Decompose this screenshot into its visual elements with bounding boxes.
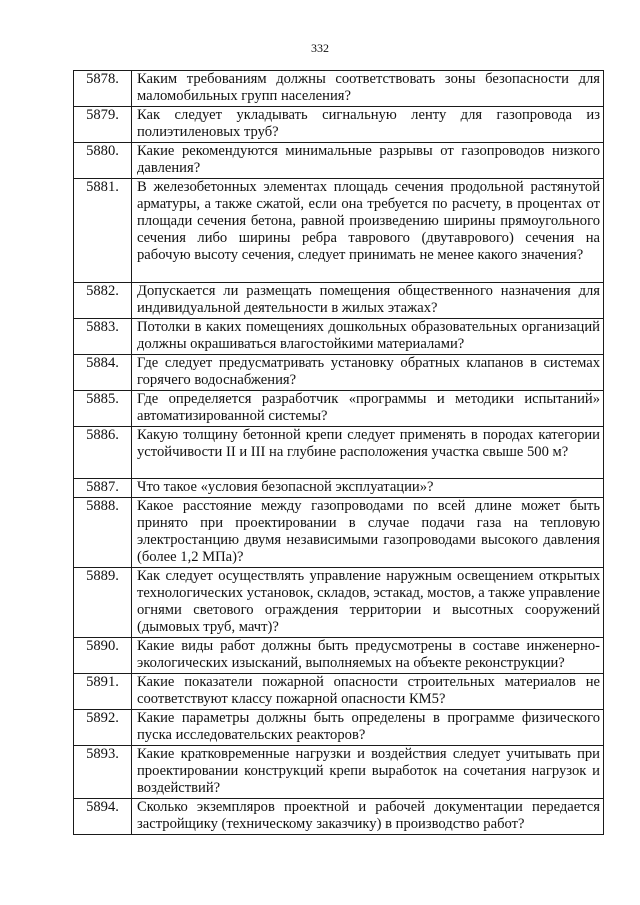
page-number: 332 (311, 41, 329, 55)
question-number: 5886. (74, 427, 132, 479)
question-number: 5883. (74, 319, 132, 355)
question-text: Допускается ли размещать помещения общественного назначения для индивидуальной деятельности в жилых этажах? (132, 283, 604, 319)
question-text: Где определяется разработчик «программы и методики испытаний» автоматизированной системы? (132, 391, 604, 427)
question-number: 5884. (74, 355, 132, 391)
question-number: 5894. (74, 799, 132, 835)
question-number: 5881. (74, 179, 132, 283)
table-row (74, 143, 604, 179)
table-row (74, 710, 604, 746)
question-number: 5889. (74, 568, 132, 638)
question-text: Сколько экземпляров проектной и рабочей документации передается застройщику (техническому заказчику) в производство работ? (132, 799, 604, 835)
table-row (74, 638, 604, 674)
question-number: 5879. (74, 107, 132, 143)
table-row (74, 71, 604, 107)
table-row (74, 746, 604, 799)
question-number: 5888. (74, 498, 132, 568)
question-number: 5885. (74, 391, 132, 427)
question-text: Как следует укладывать сигнальную ленту для газопровода из полиэтиленовых труб? (132, 107, 604, 143)
question-number: 5890. (74, 638, 132, 674)
table-row (74, 674, 604, 710)
table-row (74, 107, 604, 143)
question-text: Что такое «условия безопасной эксплуатации»? (132, 479, 604, 498)
question-text: Как следует осуществлять управление наружным освещением открытых технологических установок, складов, эстакад, мостов, а также управление огнями светового ограждения территории и высотных сооружений (дымовых труб, мачт)? (132, 568, 604, 638)
table-row (74, 568, 604, 638)
question-text: Каким требованиям должны соответствовать зоны безопасности для маломобильных групп населения? (132, 71, 604, 107)
question-text: Какие рекомендуются минимальные разрывы от газопроводов низкого давления? (132, 143, 604, 179)
question-text: В железобетонных элементах площадь сечения продольной растянутой арматуры, а также сжатой, если она требуется по расчету, в процентах от площади сечения бетона, равной произведению ширины прямоугольного сечения либо ширины ребра таврового (двутаврового) сечения на рабочую высоту сечения, следует принимать не менее какого значения? (132, 179, 604, 283)
question-text: Где следует предусматривать установку обратных клапанов в системах горячего водоснабжения? (132, 355, 604, 391)
question-number: 5887. (74, 479, 132, 498)
table-row (74, 498, 604, 568)
question-text: Потолки в каких помещениях дошкольных образовательных организаций должны окрашиваться влагостойкими материалами? (132, 319, 604, 355)
table-row (74, 391, 604, 427)
question-number: 5880. (74, 143, 132, 179)
question-text: Какое расстояние между газопроводами по всей длине может быть принято при проектировании в случае подачи газа на тепловую электростанцию двумя независимыми газопроводами высокого давления (более 1,2 МПа)? (132, 498, 604, 568)
table-row (74, 799, 604, 835)
question-text: Какую толщину бетонной крепи следует применять в породах категории устойчивости II и III на глубине расположения участка свыше 500 м? (132, 427, 604, 479)
question-number: 5878. (74, 71, 132, 107)
table-row (74, 179, 604, 283)
question-text: Какие виды работ должны быть предусмотрены в составе инженерно-экологических изысканий, выполняемых на объекте реконструкции? (132, 638, 604, 674)
questions-table (73, 70, 604, 835)
table-row (74, 319, 604, 355)
table-row (74, 355, 604, 391)
question-number: 5882. (74, 283, 132, 319)
question-number: 5891. (74, 674, 132, 710)
question-text: Какие показатели пожарной опасности строительных материалов не соответствуют классу пожарной опасности КМ5? (132, 674, 604, 710)
question-text: Какие кратковременные нагрузки и воздействия следует учитывать при проектировании конструкций крепи выработок на сочетания нагрузок и воздействий? (132, 746, 604, 799)
table-row (74, 283, 604, 319)
question-number: 5892. (74, 710, 132, 746)
question-text: Какие параметры должны быть определены в программе физического пуска исследовательских реакторов? (132, 710, 604, 746)
table-row (74, 427, 604, 479)
question-number: 5893. (74, 746, 132, 799)
table-row (74, 479, 604, 498)
